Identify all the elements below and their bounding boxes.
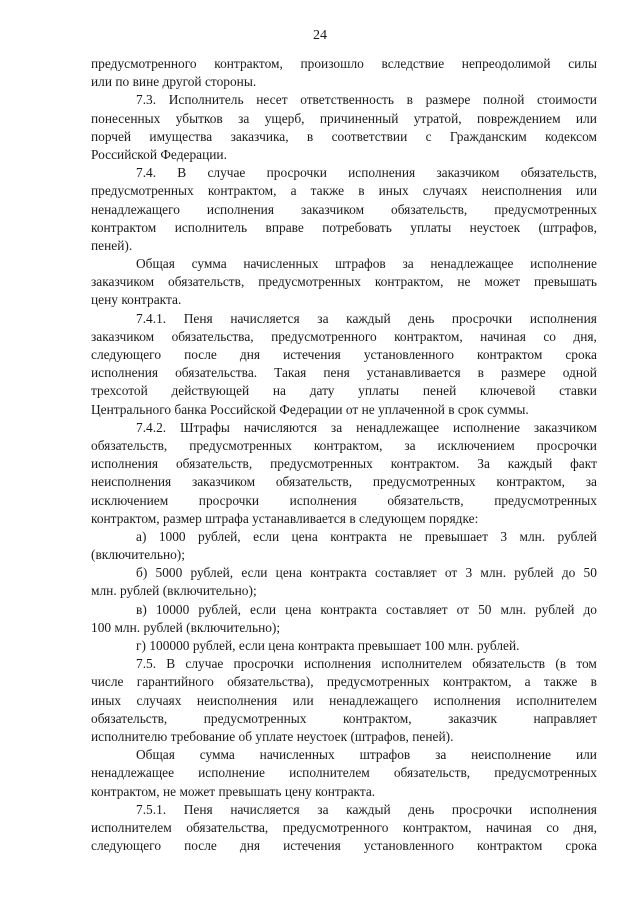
text-line: б) 5000 рублей, если цена контракта составляет от 3 млн. рублей до 50 <box>136 565 597 581</box>
text-line: числе гарантийного обязательства), предусмотренных контрактом, а также в <box>91 674 597 690</box>
text-line: обязательств, предусмотренных контрактом, заказчик направляет <box>91 710 597 726</box>
text-line: 7.4.1. Пеня начисляется за каждый день просрочки исполнения <box>136 310 597 326</box>
document-body <box>91 55 597 855</box>
text-line: Центрального банка Российской Федерации от не уплаченной в срок суммы. <box>91 401 529 417</box>
text-line: цену контракта. <box>91 292 182 308</box>
text-line: 7.4. В случае просрочки исполнения заказчиком обязательств, <box>136 165 597 181</box>
text-line: Общая сумма начисленных штрафов за неисполнение или <box>136 747 597 763</box>
paragraph <box>91 164 597 255</box>
paragraph <box>91 528 597 564</box>
paragraph <box>91 310 597 419</box>
text-line: млн. рублей (включительно); <box>91 583 257 599</box>
text-line: Российской Федерации. <box>91 146 227 162</box>
text-line: 7.5.1. Пеня начисляется за каждый день просрочки исполнения <box>136 801 597 817</box>
text-line: заказчиком обязательств, предусмотренных контрактом, не может превышать <box>91 274 597 290</box>
text-line: следующего после дня истечения установленного контрактом срока <box>91 347 597 362</box>
page-number: 24 <box>313 28 327 43</box>
paragraph <box>91 255 597 310</box>
text-line: обязательств, предусмотренных контрактом, за исключением просрочки <box>91 437 597 453</box>
text-line: 7.5. В случае просрочки исполнения исполнителем обязательств (в том <box>136 656 597 672</box>
text-line: исключением просрочки исполнения обязательств, предусмотренных <box>91 492 597 508</box>
text-line: в) 10000 рублей, если цена контракта составляет от 50 млн. рублей до <box>136 601 597 617</box>
paragraph <box>91 637 597 655</box>
paragraph <box>91 655 597 746</box>
text-line: исполнителю требование об уплате неустоек (штрафов, пеней). <box>91 728 454 744</box>
text-line: контрактом исполнитель вправе потребовать уплаты неустоек (штрафов, <box>91 219 597 235</box>
text-line: г) 100000 рублей, если цена контракта превышает 100 млн. рублей. <box>136 638 520 653</box>
text-line: пеней). <box>91 237 133 253</box>
text-line: исполнителем обязательства, предусмотренного контрактом, начиная со дня, <box>91 819 597 835</box>
text-line: неисполнения заказчиком обязательств, предусмотренных контрактом, за <box>91 474 597 490</box>
text-line: а) 1000 рублей, если цена контракта не превышает 3 млн. рублей <box>136 528 597 544</box>
text-line: или по вине другой стороны. <box>91 74 257 90</box>
text-line: иных случаях неисполнения или ненадлежащего исполнения исполнителем <box>91 692 597 708</box>
paragraph <box>91 601 597 637</box>
text-line: контрактом, не может превышать цену контракта. <box>91 783 376 799</box>
text-line: порчей имущества заказчика, в соответствии с Гражданским кодексом <box>91 128 597 144</box>
paragraph <box>91 564 597 600</box>
text-line: исполнения обязательств, предусмотренных контрактом. За каждый факт <box>91 456 597 472</box>
text-line: предусмотренных контрактом, а также в иных случаях неисполнения или <box>91 183 597 199</box>
paragraph <box>91 801 597 856</box>
text-line: заказчиком обязательства, предусмотренного контрактом, начиная со дня, <box>91 328 597 344</box>
paragraph <box>91 419 597 528</box>
text-line: предусмотренного контрактом, произошло вследствие непреодолимой силы <box>91 56 597 71</box>
text-line: трехсотой действующей на дату уплаты пеней ключевой ставки <box>91 383 597 399</box>
text-line: (включительно); <box>91 547 185 563</box>
text-line: 100 млн. рублей (включительно); <box>91 619 281 635</box>
paragraph <box>91 55 597 91</box>
text-line: исполнения обязательства. Такая пеня устанавливается в размере одной <box>91 365 597 381</box>
paragraph <box>91 91 597 164</box>
paragraph <box>91 746 597 801</box>
text-line: Общая сумма начисленных штрафов за ненадлежащее исполнение <box>136 256 597 272</box>
text-line: следующего после дня истечения установленного контрактом срока <box>91 838 597 854</box>
text-line: ненадлежащего исполнения заказчиком обязательств, предусмотренных <box>91 201 597 217</box>
text-line: ненадлежащее исполнение исполнителем обязательств, предусмотренных <box>91 765 597 781</box>
text-line: 7.4.2. Штрафы начисляются за ненадлежащее исполнение заказчиком <box>136 419 597 435</box>
text-line: 7.3. Исполнитель несет ответственность в размере полной стоимости <box>136 92 597 108</box>
text-line: контрактом, размер штрафа устанавливается в следующем порядке: <box>91 510 479 526</box>
text-line: понесенных убытков за ущерб, причиненный утратой, повреждением или <box>91 110 597 126</box>
